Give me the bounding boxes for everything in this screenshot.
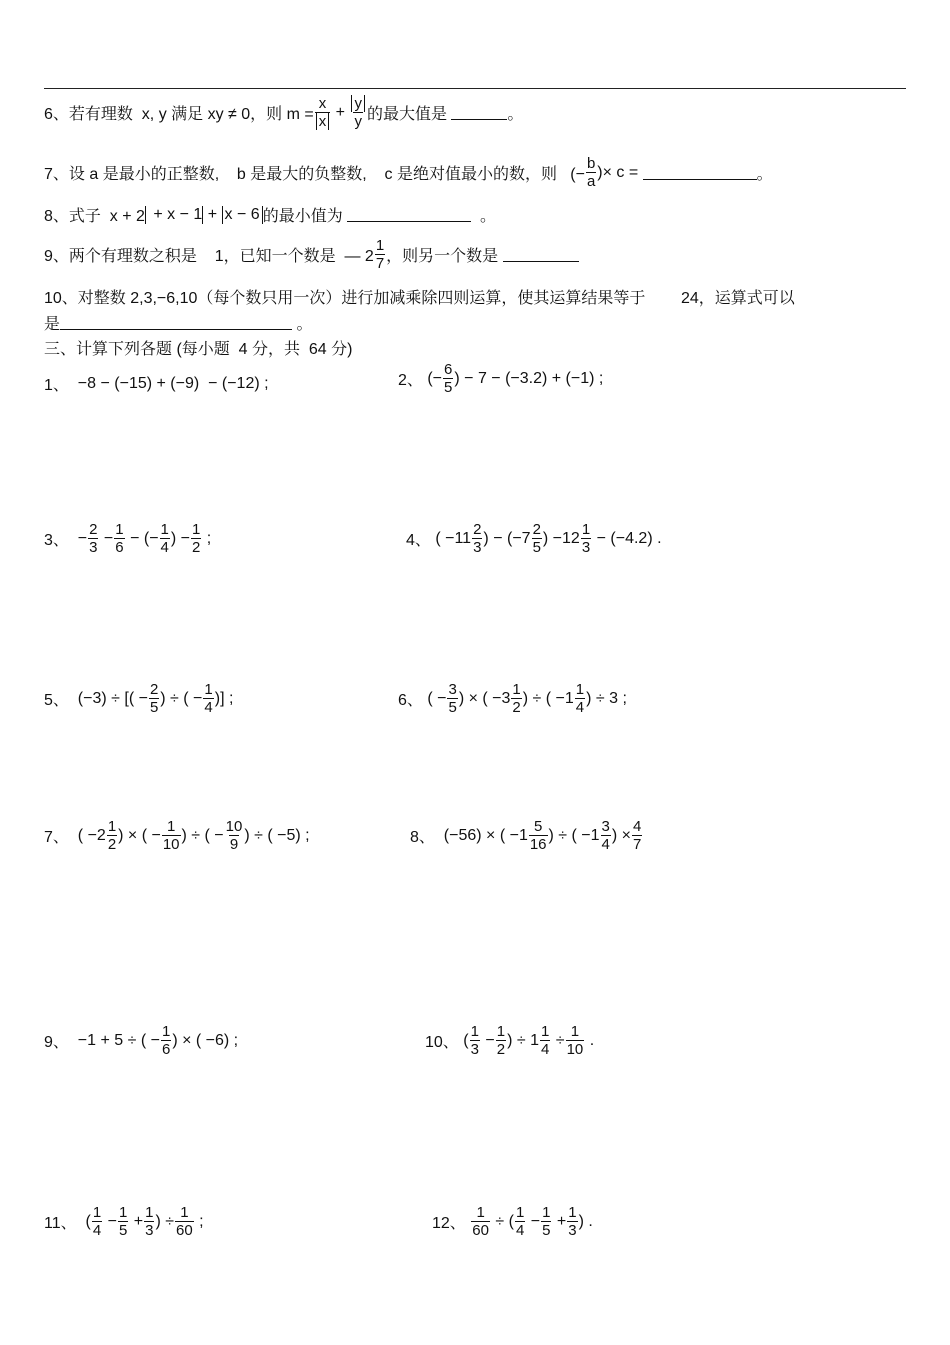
- fraction: $\frac{1}{6}$: [161, 1023, 171, 1058]
- fraction: $\frac{1}{2}$: [512, 681, 521, 716]
- problem-number: 7、: [44, 829, 69, 847]
- problem-number: 4、: [406, 532, 431, 550]
- problem-number: 1、: [44, 377, 69, 394]
- answer-blank[interactable]: [451, 105, 507, 120]
- problem-1: [44, 372, 269, 395]
- question-8: 8、 式子 x + 2 + x − 1 + x − 6 的最小值为 。: [44, 203, 496, 226]
- problem-number: 10、: [425, 1034, 459, 1052]
- fraction: $\frac{1}{5}$: [118, 1204, 128, 1239]
- answer-blank[interactable]: [643, 165, 757, 180]
- answer-blank[interactable]: [60, 315, 292, 330]
- question-text: 10、对整数 2,3,−6,10（每个数只用一次）进行加减乘除四则运算，使其运算结果等于 24，运算式可以: [44, 290, 795, 307]
- problem-number: 6、: [398, 692, 423, 710]
- fraction: $\frac{3}{4}$: [601, 818, 610, 853]
- question-text: 式子 x + 2: [68, 208, 145, 225]
- fraction: $\frac{1}{2}$: [496, 1023, 506, 1058]
- problem-9: 9、 −1 + 5 ÷ ( − $\frac{1}{6}$ ) × ( −6) ;: [44, 1023, 239, 1058]
- problem-12: 12、 $\frac{1}{60}$ ÷ ( $\frac{1}{4}$ − $\frac{1}{5}$ + $\frac{1}{3}$ ) .: [432, 1204, 593, 1239]
- problem-number: 3、: [44, 532, 69, 550]
- section-heading: 三、计算下列各题 (每小题 4 分，共 64 分): [44, 341, 353, 358]
- fraction: $\frac{1}{6}$: [115, 521, 124, 556]
- problem-5: 5、 (−3) ÷ [( − $\frac{2}{5}$ ) ÷ ( − $\frac{1}{4}$ )] ;: [44, 681, 234, 716]
- fraction: $\frac{1}{60}$: [472, 1204, 489, 1239]
- question-text: 设 a 是最小的正整数, b 是最大的负整数, c 是绝对值最小的数，则 (−: [68, 166, 585, 184]
- fraction: $\frac{1}{7}$: [375, 237, 385, 272]
- question-text: )× c =: [597, 163, 643, 181]
- header-rule: [44, 88, 906, 89]
- question-text: 若有理数 x, y 满足 xy ≠ 0，则 m =: [68, 106, 314, 124]
- fraction: $\frac{1}{4}$: [92, 1204, 102, 1239]
- question-6: 6、 若有理数 x, y 满足 xy ≠ 0，则 m = $\frac{x}{x}$ + $\frac{y}{y}$ 的最大值是 。: [44, 95, 524, 130]
- fraction: $\frac{1}{2}$: [192, 521, 201, 556]
- fraction: $\frac{y}{y}$: [350, 96, 366, 130]
- fraction: $\frac{1}{3}$: [145, 1204, 154, 1239]
- fraction: $\frac{1}{4}$: [540, 1023, 550, 1058]
- fraction: $\frac{3}{5}$: [448, 681, 457, 716]
- problem-7: 7、 ( −2 $\frac{1}{2}$ ) × ( − $\frac{1}{10}$ ) ÷ ( − $\frac{10}{9}$ ) ÷ ( −5) ;: [44, 818, 310, 853]
- fraction: $\frac{2}{5}$: [532, 521, 541, 556]
- fraction: $\frac{1}{60}$: [176, 1204, 193, 1239]
- fraction: $\frac{2}{3}$: [473, 521, 482, 556]
- problem-3: 3、 − $\frac{2}{3}$ − $\frac{1}{6}$ − (− $\frac{1}{4}$ ) − $\frac{1}{2}$ ;: [44, 521, 212, 556]
- answer-blank[interactable]: [503, 247, 579, 262]
- question-9: [44, 238, 579, 272]
- question-text: 的最小值为: [262, 208, 348, 225]
- question-number: 9、: [44, 248, 69, 266]
- problem-number: 9、: [44, 1034, 69, 1052]
- problem-11: 11、 ( $\frac{1}{4}$ − $\frac{1}{5}$ + $\frac{1}{3}$ ) ÷ $\frac{1}{60}$ ;: [44, 1204, 204, 1239]
- fraction: $\frac{5}{16}$: [529, 818, 547, 853]
- fraction: $\frac{10}{9}$: [225, 818, 243, 853]
- question-10-line1: [44, 285, 795, 308]
- fraction: $\frac{1}{4}$: [204, 681, 213, 716]
- fraction: $\frac{x}{x}$: [315, 96, 331, 130]
- problem-10: 10、 ( $\frac{1}{3}$ − $\frac{1}{2}$ ) ÷ 1 $\frac{1}{4}$ ÷ $\frac{1}{10}$ .: [425, 1023, 595, 1058]
- problem-6: 6、 ( − $\frac{3}{5}$ ) × ( −3 $\frac{1}{2}$ ) ÷ ( −1 $\frac{1}{4}$ ) ÷ 3 ;: [398, 681, 627, 716]
- fraction: $\frac{1}{10}$: [566, 1023, 584, 1058]
- question-text: 是: [44, 316, 61, 333]
- fraction: $\frac{1}{4}$: [515, 1204, 525, 1239]
- fraction: $\frac{2}{5}$: [149, 681, 159, 716]
- fraction: $\frac{1}{4}$: [575, 681, 585, 716]
- question-number: 8、: [44, 208, 69, 225]
- problem-number: 2、: [398, 372, 423, 390]
- fraction: $\frac{1}{4}$: [160, 521, 169, 556]
- fraction: $\frac{1}{2}$: [107, 818, 117, 853]
- problem-2: 2、 (− $\frac{6}{5}$ ) − 7 − (−3.2) + (−1) ;: [398, 361, 604, 396]
- fraction: $\frac{1}{3}$: [470, 1023, 479, 1058]
- fraction: $\frac{1}{10}$: [162, 818, 180, 853]
- question-text: 两个有理数之积是 1，已知一个数是 — 2: [68, 248, 374, 266]
- question-10-line2: 是 。: [44, 311, 312, 334]
- fraction: $\frac{2}{3}$: [89, 521, 98, 556]
- question-7: 7、 设 a 是最小的正整数, b 是最大的负整数, c 是绝对值最小的数，则 (− $\frac{b}{a}$ )× c = 。: [44, 155, 773, 190]
- question-number: 7、: [44, 166, 69, 184]
- problem-expression: −8 − (−15) + (−9) − (−12) ;: [68, 374, 269, 392]
- fraction: $\frac{b}{a}$: [586, 155, 596, 190]
- problem-8: 8、 (−56) × ( −1 $\frac{5}{16}$ ) ÷ ( −1 $\frac{3}{4}$ ) × $\frac{4}{7}$: [410, 818, 642, 853]
- problem-number: 5、: [44, 692, 69, 710]
- fraction: $\frac{4}{7}$: [633, 818, 642, 853]
- question-text: 的最大值是: [366, 106, 452, 124]
- answer-blank[interactable]: [347, 207, 471, 222]
- fraction: $\frac{6}{5}$: [444, 361, 453, 396]
- question-text: ，则另一个数是: [386, 248, 503, 266]
- fraction: $\frac{1}{3}$: [568, 1204, 577, 1239]
- problem-number: 8、: [410, 829, 435, 847]
- problem-number: 12、: [432, 1215, 466, 1233]
- problem-4: 4、 ( −11 $\frac{2}{3}$ ) − (−7 $\frac{2}{5}$ ) −12 $\frac{1}{3}$ − (−4.2) .: [406, 521, 662, 556]
- question-number: 6、: [44, 106, 69, 124]
- problem-number: 11、: [44, 1215, 77, 1233]
- fraction: $\frac{1}{3}$: [581, 521, 591, 556]
- fraction: $\frac{1}{5}$: [542, 1204, 551, 1239]
